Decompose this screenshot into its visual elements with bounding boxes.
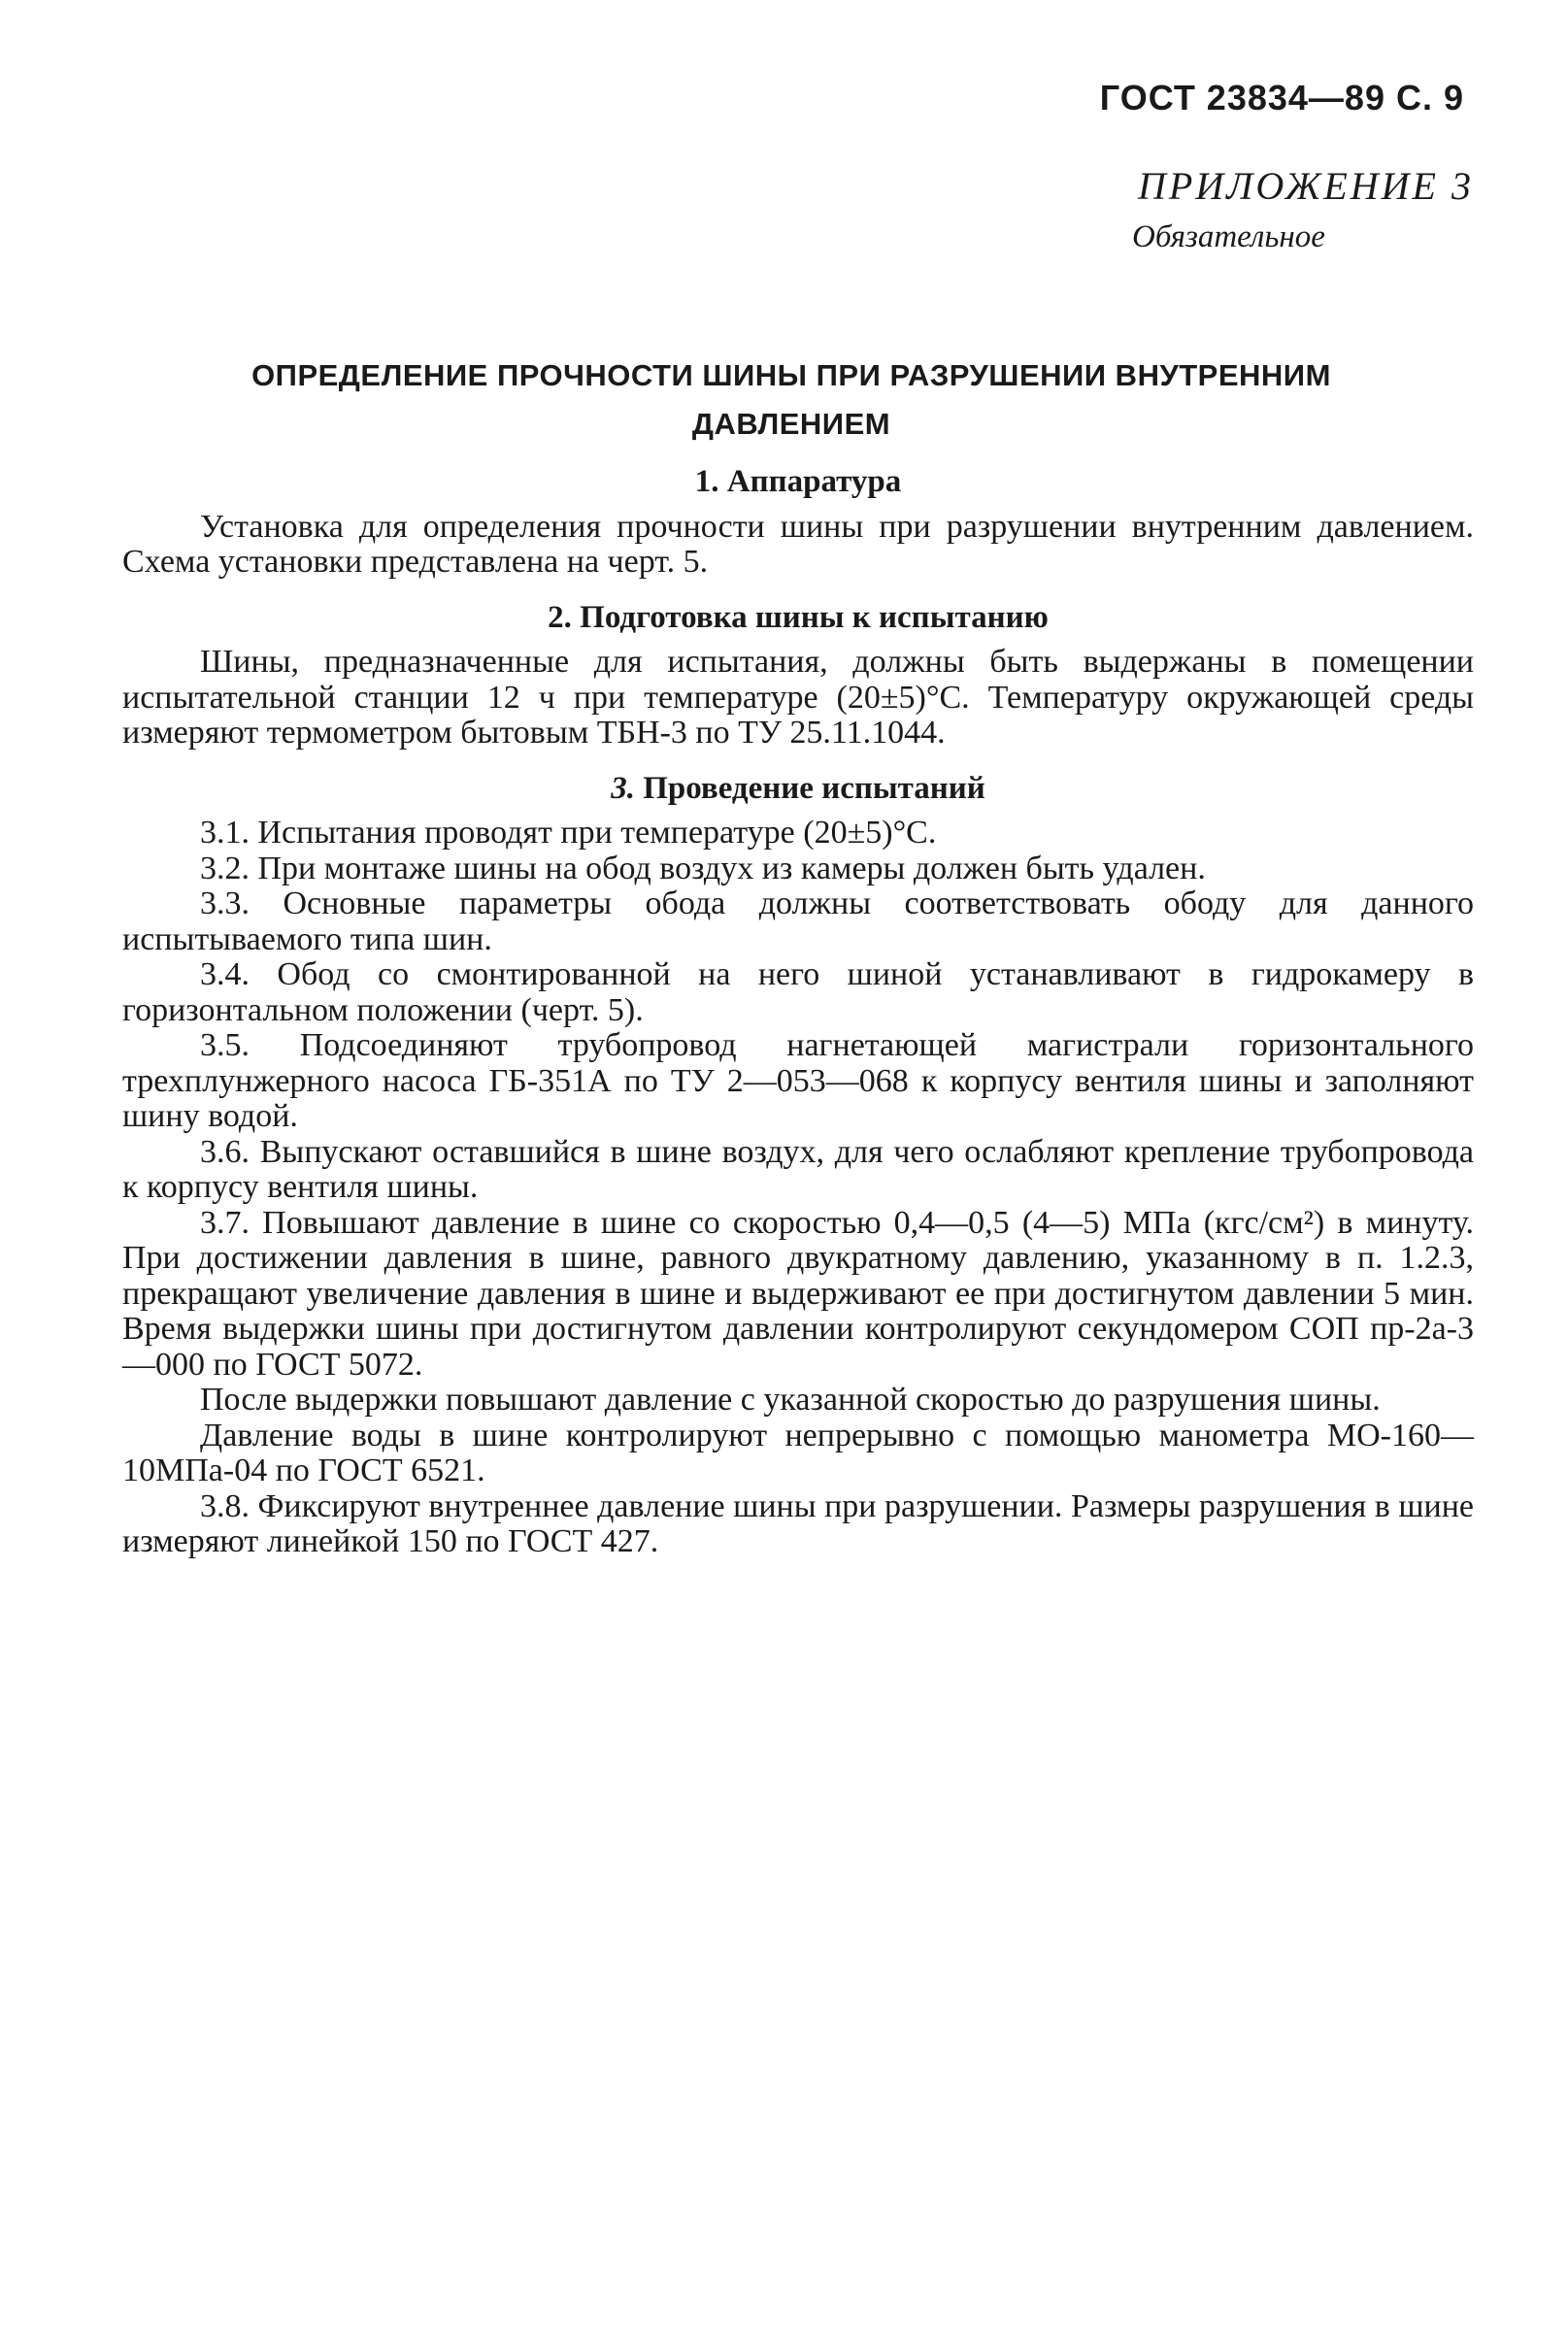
section-2-text: Шины, предназначенные для испытания, должны быть выдержаны в помещении испытательной станции 12 ч при температуре (20±5)°С. Температуру окружающей среды измеряют термометром бытовым ТБН-3 по ТУ 25.11.1044. <box>122 644 1474 751</box>
paragraph-3-4: 3.4. Обод со смонтированной на него шиной устанавливают в гидрокамеру в горизонтальном положении (черт. 5). <box>122 956 1474 1028</box>
document-title: ОПРЕДЕЛЕНИЕ ПРОЧНОСТИ ШИНЫ ПРИ РАЗРУШЕНИИ ВНУТРЕННИМ ДАВЛЕНИЕМ <box>251 358 1331 441</box>
paragraph-3-5: 3.5. Подсоединяют трубопровод нагнетающей магистрали горизонтального трехплунжерного насоса ГБ-351А по ТУ 2—053—068 к корпусу вентиля шины и заполняют шину водой. <box>122 1027 1474 1134</box>
appendix-label: ПРИЛОЖЕНИЕ 3 <box>1138 164 1474 208</box>
section-1-heading <box>122 464 1474 500</box>
paragraph-3-7-pressure: Давление воды в шине контролируют непрерывно с помощью манометра МО-160—10МПа-04 по ГОСТ 6521. <box>122 1417 1474 1488</box>
paragraph-3-7-continued: После выдержки повышают давление с указанной скоростью до разрушения шины. <box>200 1382 1381 1418</box>
section-2-number: 2. <box>548 599 572 635</box>
paragraph-3-2: 3.2. При монтаже шины на обод воздух из камеры должен быть удален. <box>200 850 1206 886</box>
section-3-number: 3. <box>611 770 635 806</box>
running-header: ГОСТ 23834—89 С. 9 <box>1099 78 1464 117</box>
section-2-title: Подготовка шины к испытанию <box>580 599 1049 635</box>
paragraph-3-3: 3.3. Основные параметры обода должны соответствовать ободу для данного испытываемого типа шин. <box>122 885 1474 957</box>
paragraph-3-7: 3.7. Повышают давление в шине со скоростью 0,4—0,5 (4—5) МПа (кгс/см²) в минуту. При достижении давления в шине, равного двукратному давлению, указанному в п. 1.2.3, прекращают увеличение давления в шине и выдерживают ее при достигнутом давлении 5 мин. Время выдержки шины при достигнутом давлении контролируют секундомером СОП пр-2а-3—000 по ГОСТ 5072. <box>122 1204 1474 1383</box>
section-2-heading <box>122 600 1474 636</box>
paragraph-3-8: 3.8. Фиксируют внутреннее давление шины при разрушении. Размеры разрушения в шине измеряют линейкой 150 по ГОСТ 427. <box>122 1487 1474 1559</box>
section-1-number: 1. <box>694 464 719 499</box>
section-3-title: Проведение испытаний <box>643 770 985 806</box>
paragraph-3-1: 3.1. Испытания проводят при температуре (20±5)°С. <box>200 815 937 851</box>
section-3-heading <box>122 771 1474 807</box>
section-1-title: Аппаратура <box>726 464 902 499</box>
document-body <box>122 456 1474 1560</box>
paragraph-3-6: 3.6. Выпускают оставшийся в шине воздух, для чего ослабляют крепление трубопровода к корпусу вентиля шины. <box>122 1133 1474 1205</box>
appendix-status: Обязательное <box>1132 219 1325 254</box>
section-1-text: Установка для определения прочности шины при разрушении внутренним давлением. Схема установки представлена на черт. 5. <box>122 508 1474 580</box>
